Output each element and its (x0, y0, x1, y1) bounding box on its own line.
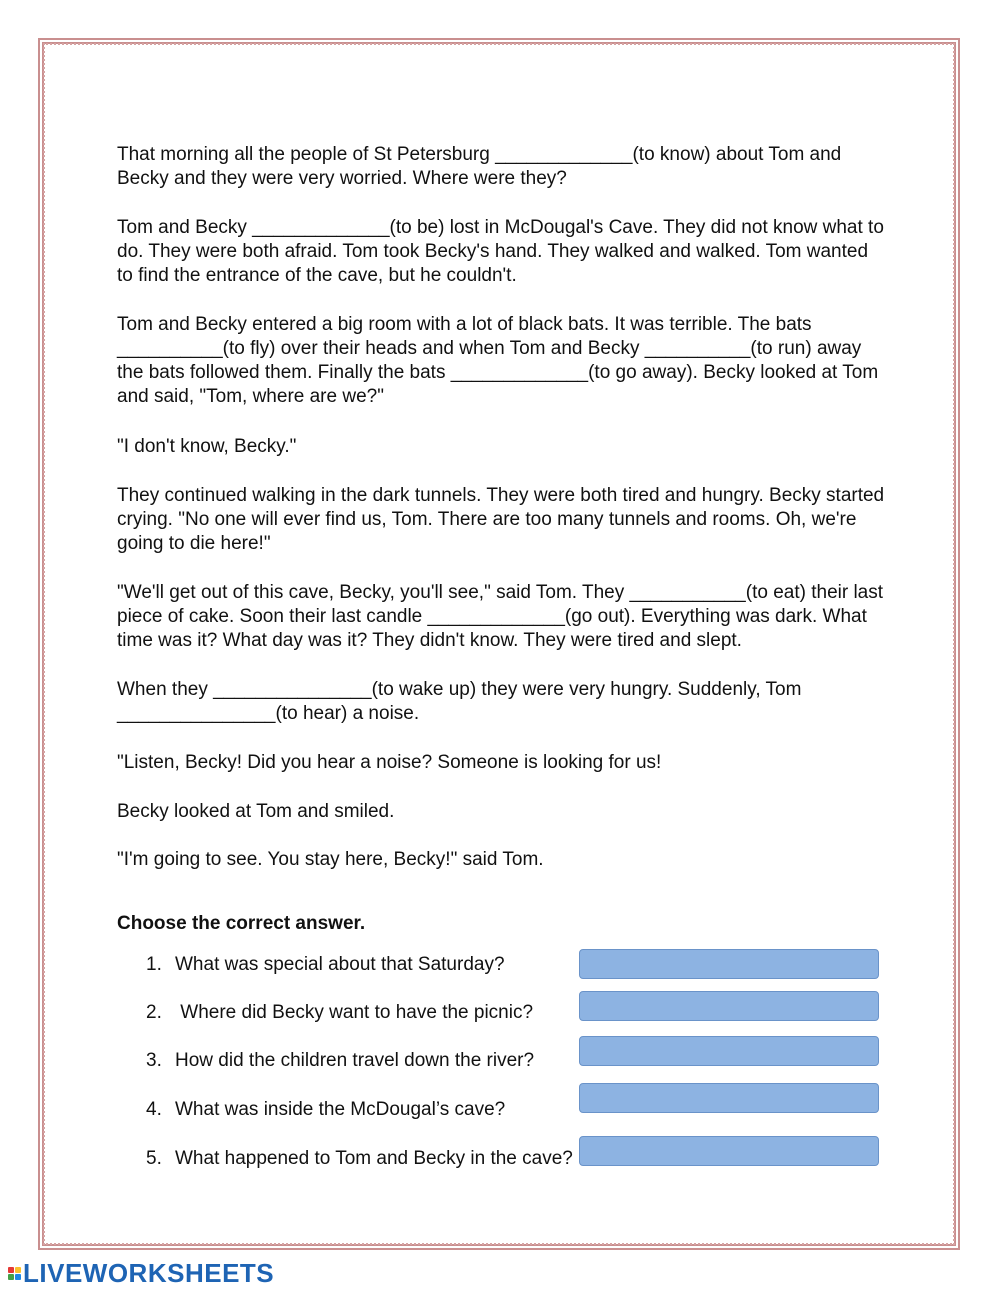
paragraph-6: "We'll get out of this cave, Becky, you'll see," said Tom. They ___________(to eat) their last piece of cake. Soon their last candle _____________(go out). Everything was dark. What time was it? What day was it? They didn't know. They were tired and slept. (117, 582, 884, 651)
section-heading: Choose the correct answer. (117, 913, 366, 934)
logo-text: LIVEWORKSHEETS (23, 1257, 275, 1288)
paragraph-5: They continued walking in the dark tunnels. They were both tired and hungry. Becky started crying. "No one will ever find us, Tom. There are too many tunnels and rooms. Oh, we're going to die here!" (117, 485, 885, 554)
question-text: What happened to Tom and Becky in the cave? (175, 1148, 573, 1169)
question-text: How did the children travel down the river? (175, 1050, 535, 1071)
paragraph-2: Tom and Becky _____________(to be) lost in McDougal's Cave. They did not know what to do. They were both afraid. Tom took Becky's hand. They walked and walked. Tom wanted to find the entrance of the cave, but he couldn't. (117, 217, 884, 286)
paragraph-1: That morning all the people of St Petersburg _____________(to know) about Tom and Becky and they were very worried. Where were they? (117, 144, 842, 189)
question-number: 3. (146, 1050, 162, 1071)
liveworksheets-logo (8, 1259, 274, 1287)
question-text: What was inside the McDougal’s cave? (175, 1099, 506, 1120)
paragraph-7: When they _______________(to wake up) they were very hungry. Suddenly, Tom _______________(to hear) a noise. (117, 679, 802, 724)
answer-dropdown-2[interactable] (579, 991, 879, 1021)
question-text: What was special about that Saturday? (175, 954, 505, 975)
paragraph-9: Becky looked at Tom and smiled. (117, 801, 395, 822)
question-number: 4. (146, 1099, 162, 1120)
question-text: Where did Becky want to have the picnic? (175, 1002, 534, 1023)
paragraph-4: "I don't know, Becky." (117, 436, 297, 457)
question-4 (146, 1098, 505, 1122)
answer-dropdown-4[interactable] (579, 1083, 879, 1113)
question-number: 1. (146, 954, 162, 975)
answer-dropdown-3[interactable] (579, 1036, 879, 1066)
answer-dropdown-5[interactable] (579, 1136, 879, 1166)
paragraph-10: "I'm going to see. You stay here, Becky!" said Tom. (117, 849, 544, 870)
question-number: 5. (146, 1148, 162, 1169)
question-2 (146, 1001, 533, 1025)
question-number: 2. (146, 1002, 162, 1023)
answer-dropdown-1[interactable] (579, 949, 879, 979)
question-1 (146, 953, 505, 977)
liveworksheets-logo-icon (8, 1267, 21, 1280)
question-3 (146, 1049, 534, 1073)
paragraph-3: Tom and Becky entered a big room with a lot of black bats. It was terrible. The bats __________(to fly) over their heads and when Tom and Becky __________(to run) away the bats followed them. Finally the bats _____________(to go away). Becky looked at Tom and said, "Tom, where are we?" (117, 314, 879, 407)
question-5 (146, 1147, 573, 1171)
paragraph-8: "Listen, Becky! Did you hear a noise? Someone is looking for us! (117, 752, 662, 773)
